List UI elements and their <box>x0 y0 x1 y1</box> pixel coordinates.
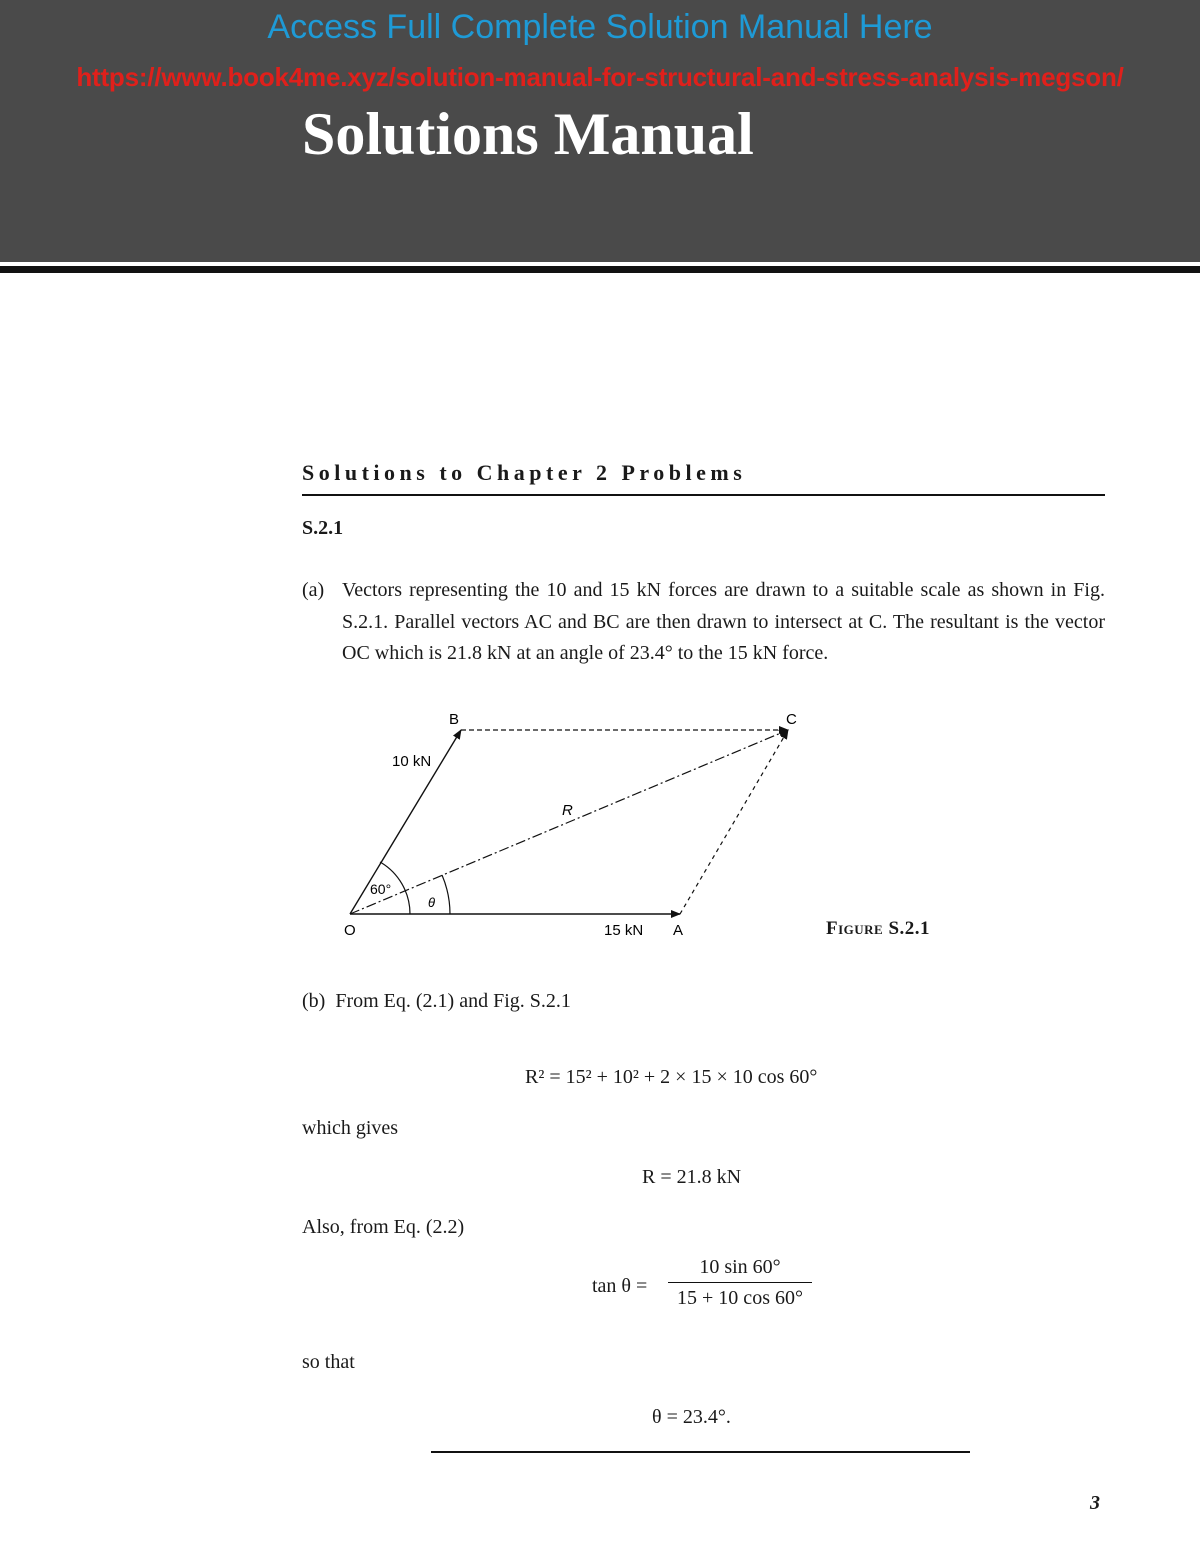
so-that: so that <box>302 1351 355 1373</box>
access-solution-link[interactable]: Access Full Complete Solution Manual Here <box>267 8 933 46</box>
page-number: 3 <box>1090 1492 1100 1514</box>
banner-title: Solutions Manual <box>302 101 754 167</box>
angle-arc-theta <box>442 875 450 914</box>
promo-banner <box>0 0 1200 262</box>
part-a-label: (a) <box>302 579 325 601</box>
equation-r-squared: R² = 15² + 10² + 2 × 15 × 10 cos 60° <box>525 1066 818 1088</box>
solution-end-rule <box>431 1451 970 1453</box>
part-b-text: From Eq. (2.1) and Fig. S.2.1 <box>335 990 571 1012</box>
label-angle-60: 60° <box>370 881 392 897</box>
header-rule <box>0 266 1200 273</box>
label-theta: θ <box>428 895 436 910</box>
vector-ac <box>680 730 788 914</box>
label-10kn: 10 kN <box>392 753 432 770</box>
which-gives: which gives <box>302 1117 399 1139</box>
fraction-denominator: 15 + 10 cos 60° <box>677 1287 803 1309</box>
label-resultant: R <box>562 802 573 819</box>
part-b-label: (b) <box>302 990 326 1012</box>
chapter-heading: Solutions to Chapter 2 Problems <box>302 460 747 485</box>
part-a-text: Vectors representing the 10 and 15 kN forces are drawn to a suitable scale as shown in Fig. S.2.1. Parallel vectors AC and BC are then drawn to intersect at C. The resultant is the vector OC which is 21.8 kN at an angle of 23.4° to the 15 kN force. <box>342 579 1105 664</box>
label-o: O <box>344 922 356 939</box>
solution-url-link[interactable]: https://www.book4me.xyz/solution-manual-for-structural-and-stress-analysis-megson/ <box>76 62 1124 92</box>
figure-caption: Figure S.2.1 <box>826 918 931 939</box>
also-from-eq: Also, from Eq. (2.2) <box>302 1216 465 1238</box>
equation-theta-value: θ = 23.4°. <box>652 1406 731 1428</box>
label-15kn: 15 kN <box>604 922 644 939</box>
part-b-line <box>302 990 571 1013</box>
section-number: S.2.1 <box>302 517 344 539</box>
equation-tan-lhs: tan θ = <box>592 1275 648 1297</box>
label-b: B <box>449 711 460 728</box>
parallelogram-figure <box>300 700 820 950</box>
equation-r-value: R = 21.8 kN <box>642 1166 742 1188</box>
label-c: C <box>786 711 797 728</box>
fraction-numerator: 10 sin 60° <box>668 1256 812 1283</box>
label-a: A <box>673 922 684 939</box>
equation-tan-fraction <box>668 1256 812 1310</box>
part-a-paragraph <box>302 575 1105 670</box>
chapter-rule <box>302 494 1105 496</box>
